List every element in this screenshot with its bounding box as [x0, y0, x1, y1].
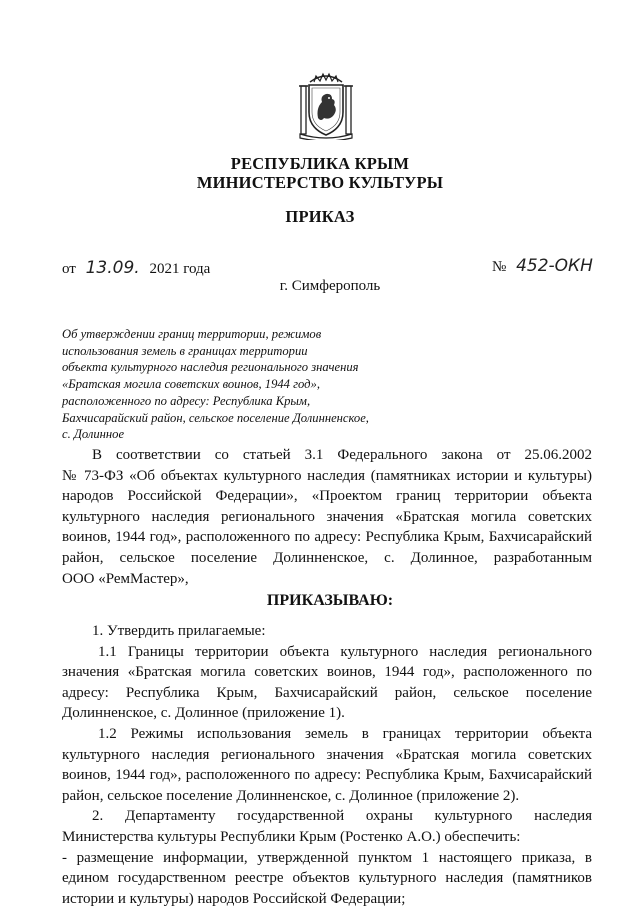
date-handwritten: 13.09.	[85, 258, 140, 278]
subject-line: с. Долинное	[62, 427, 125, 442]
order-item-line: Долинненское, с. Долинное (приложение 1).	[62, 705, 345, 722]
order-item-line: значения «Братская могила советских воинов, 1944 год», расположенного по	[62, 664, 592, 681]
preamble-line: воинов, 1944 год», расположенного по адресу: Республика Крым, Бахчисарайский	[62, 529, 592, 546]
document-date	[62, 258, 210, 278]
order-item-line: Министерства культуры Республики Крым (Ростенко А.О.) обеспечить:	[62, 828, 521, 845]
order-item-line: 1.1 Границы территории объекта культурного наследия регионального	[98, 643, 592, 660]
order-item-line: 1. Утвердить прилагаемые:	[92, 623, 266, 639]
ministry-title: МИНИСТЕРСТВО КУЛЬТУРЫ	[196, 173, 444, 192]
order-item-line: истории и культуры) народов Российской Федерации;	[62, 890, 406, 907]
document-number	[492, 256, 593, 276]
document-type: ПРИКАЗ	[285, 207, 355, 226]
preamble-line: народов Российской Федерации», «Проектом границ территории объекта	[62, 488, 592, 505]
subject-line: Бахчисарайский район, сельское поселение Долинненское,	[62, 410, 369, 425]
preamble-line: культурного наследия регионального значения «Братская могила советских	[62, 508, 592, 525]
order-item-line: - размещение информации, утвержденной пунктом 1 настоящего приказа, в	[62, 849, 592, 866]
order-item-line: адресу: Республика Крым, Бахчисарайский район, сельское поселение	[62, 684, 592, 701]
order-item-line: 2. Департаменту государственной охраны культурного наследия	[92, 808, 592, 825]
preamble-line: № 73-ФЗ «Об объектах культурного наследия (памятниках истории и культуры)	[62, 467, 592, 484]
order-item-line: культурного наследия регионального значения «Братская могила советских	[62, 746, 592, 763]
number-handwritten: 452-ОКН	[516, 256, 593, 276]
order-item-line: едином государственном реестре объектов культурного наследия (памятников	[62, 870, 592, 887]
order-subject	[62, 326, 402, 443]
preamble-line: район, сельское поселение Долинненское, с. Долинное, разработанным	[62, 549, 592, 566]
date-suffix: 2021 года	[149, 261, 211, 277]
subject-line: объекта культурного наследия регионального значения	[62, 360, 359, 375]
subject-line: использования земель в границах территории	[62, 343, 308, 358]
order-item-line: район, сельское поселение Долинненское, с. Долинное (приложение 2).	[62, 787, 520, 804]
preamble-paragraph	[62, 445, 592, 589]
order-word: ПРИКАЗЫВАЮ:	[266, 592, 394, 609]
preamble-line: ООО «РемМастер»,	[62, 570, 189, 587]
subject-line: «Братская могила советских воинов, 1944 год»,	[62, 377, 320, 392]
city: г. Симферополь	[279, 278, 381, 294]
order-items	[62, 621, 592, 909]
republic-title: РЕСПУБЛИКА КРЫМ	[230, 154, 410, 173]
order-item-line: воинов, 1944 год», расположенного по адресу: Республика Крым, Бахчисарайский	[62, 767, 592, 784]
subject-line: Об утверждении границ территории, режимов	[62, 327, 322, 341]
order-item-line: 1.2 Режимы использования земель в границах территории объекта	[98, 725, 592, 742]
preamble-line: В соответствии со статьей 3.1 Федерального закона от 25.06.2002	[92, 447, 592, 463]
date-prefix: от	[62, 261, 76, 277]
number-prefix: №	[492, 259, 507, 275]
crimea-coat-of-arms-icon	[296, 72, 356, 140]
subject-line: расположенного по адресу: Республика Крым,	[62, 393, 311, 408]
